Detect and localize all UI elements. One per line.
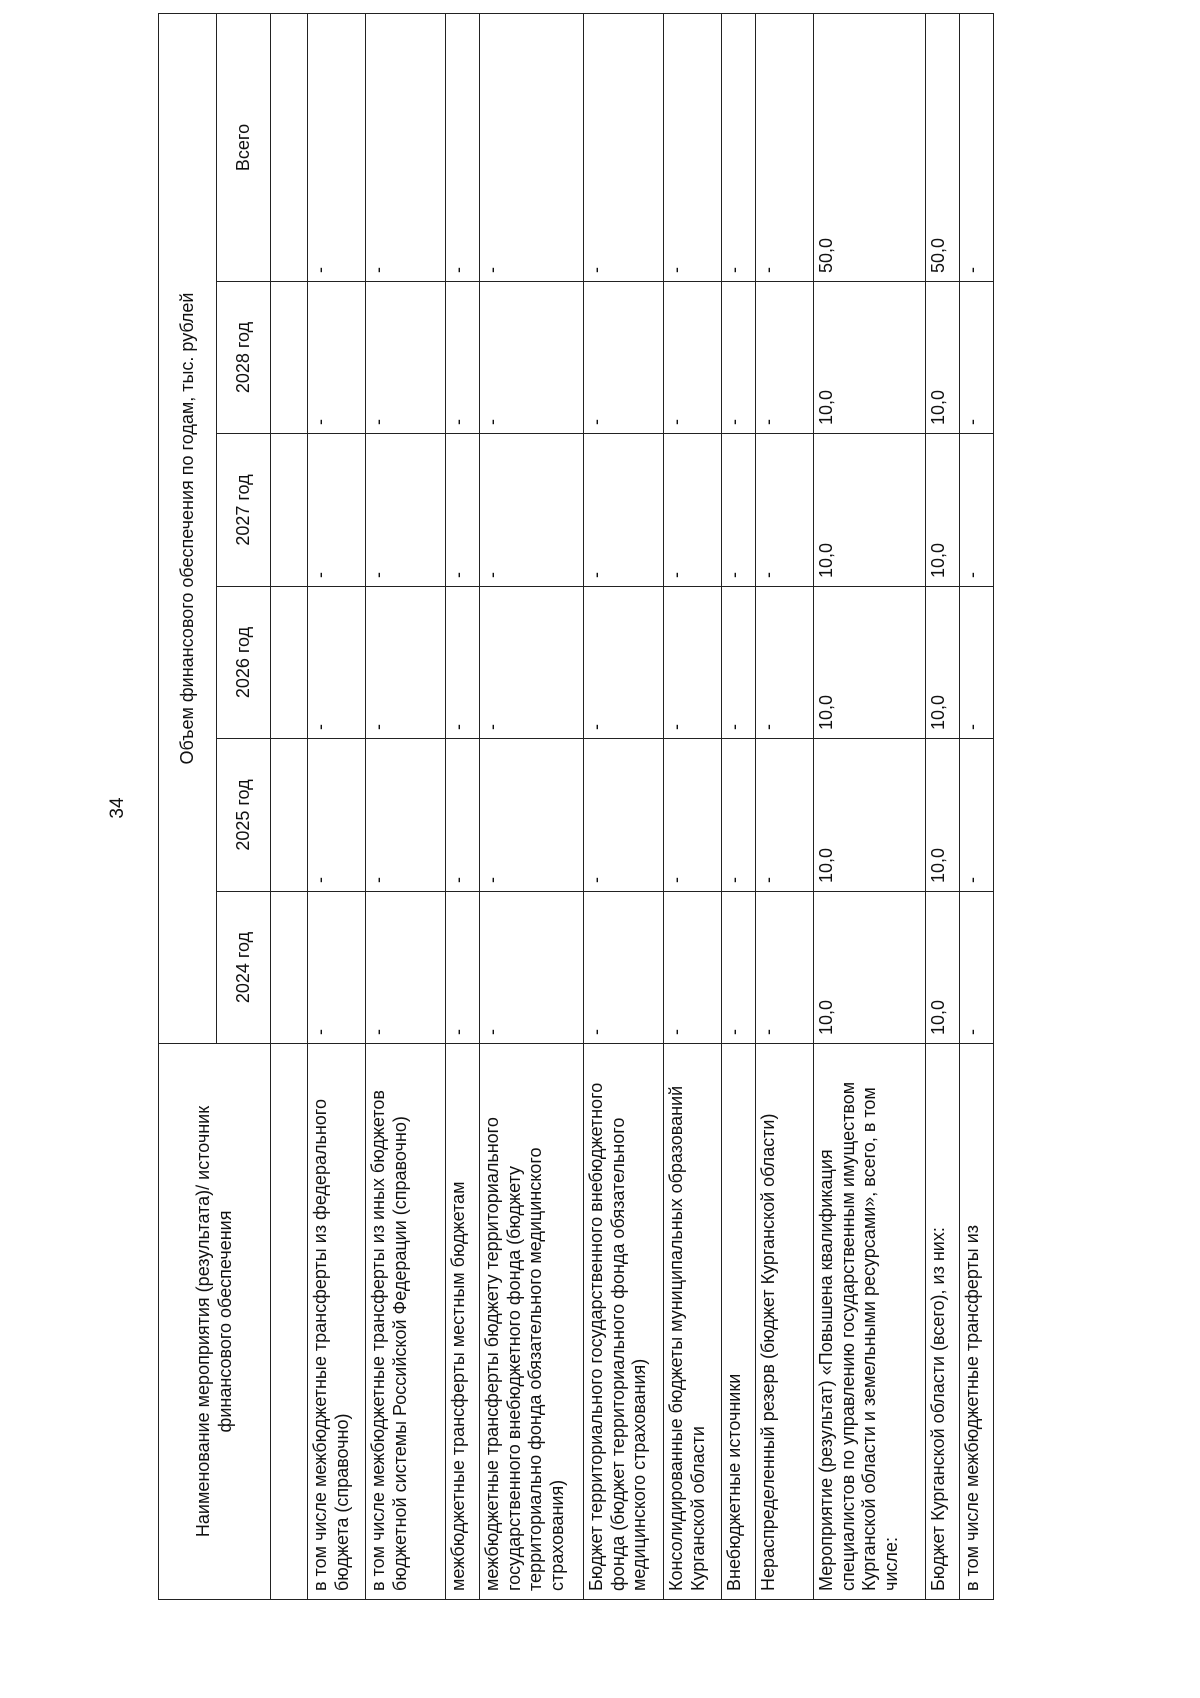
cell-2024: - [584, 892, 664, 1044]
row-name: Бюджет Курганской области (всего), из них: [926, 1044, 960, 1600]
cell-2025: - [664, 739, 722, 892]
cell-2024: - [960, 892, 994, 1044]
cell-2028: - [722, 282, 756, 434]
cell-2024: - [756, 892, 814, 1044]
header-year-2026: 2026 год [217, 587, 271, 739]
row-name: межбюджетные трансферты бюджету территориального государственного внебюджетного фонда (бюджету территориально фонда обязательного медицинского страхования) [480, 1044, 584, 1600]
cell-2025: - [756, 739, 814, 892]
row-name: в том числе межбюджетные трансферты из федерального бюджета (справочно) [308, 1044, 366, 1600]
header-financing-group: Объем финансового обеспечения по годам, тыс. рублей [159, 14, 217, 1044]
row-name: в том числе межбюджетные трансферты из иных бюджетов бюджетной системы Российской Федерации (справочно) [366, 1044, 446, 1600]
cell-total: - [664, 14, 722, 282]
cell-2025: - [722, 739, 756, 892]
cell-2026: - [480, 587, 584, 739]
cell-2025: - [366, 739, 446, 892]
table-row [584, 14, 664, 1600]
cell-2027: - [756, 434, 814, 587]
row-name: межбюджетные трансферты местным бюджетам [446, 1044, 480, 1600]
cell-2025: - [480, 739, 584, 892]
cell-total: - [584, 14, 664, 282]
cell-2027: - [960, 434, 994, 587]
table-row [446, 14, 480, 1600]
cell-2025: - [584, 739, 664, 892]
cell-total: - [366, 14, 446, 282]
cell-2027: 10,0 [814, 434, 926, 587]
cell-2026: 10,0 [814, 587, 926, 739]
table-row [664, 14, 722, 1600]
table-row [480, 14, 584, 1600]
cell-2027: - [446, 434, 480, 587]
header-year-2025: 2025 год [217, 739, 271, 892]
cell-total: 50,0 [926, 14, 960, 282]
cell-2027: - [366, 434, 446, 587]
header-year-2028: 2028 год [217, 282, 271, 434]
cell-2028: - [584, 282, 664, 434]
table-row [960, 14, 994, 1600]
cell-2028: 10,0 [926, 282, 960, 434]
cell-total: - [722, 14, 756, 282]
row-name: Бюджет территориального государственного внебюджетного фонда (бюджет территориального фонда обязательного медицинского страхования) [584, 1044, 664, 1600]
cell-2024: 10,0 [814, 892, 926, 1044]
cell-total: - [480, 14, 584, 282]
cell-2025: - [960, 739, 994, 892]
table-row [308, 14, 366, 1600]
table-row [722, 14, 756, 1600]
cell-2028: - [366, 282, 446, 434]
row-name: Нераспределенный резерв (бюджет Курганской области) [756, 1044, 814, 1600]
cell-2028: - [960, 282, 994, 434]
row-name: Консолидированные бюджеты муниципальных образований Курганской области [664, 1044, 722, 1600]
cell-2026: - [722, 587, 756, 739]
cell-2028: - [756, 282, 814, 434]
rotated-page [158, 14, 1070, 1600]
header-year-2027: 2027 год [217, 434, 271, 587]
cell-2028: 10,0 [814, 282, 926, 434]
cell-total: 50,0 [814, 14, 926, 282]
cell-2025: - [308, 739, 366, 892]
cell-2027: 10,0 [926, 434, 960, 587]
table-row [756, 14, 814, 1600]
cell-2028: - [480, 282, 584, 434]
cell-2026: - [446, 587, 480, 739]
cell-2024: - [664, 892, 722, 1044]
cell-2024: - [446, 892, 480, 1044]
cell-2027: - [584, 434, 664, 587]
cell-total: - [960, 14, 994, 282]
cell-2028: - [446, 282, 480, 434]
row-name: Внебюджетные источники [722, 1044, 756, 1600]
cell-2026: - [960, 587, 994, 739]
cell-2025: - [446, 739, 480, 892]
cell-2027: - [480, 434, 584, 587]
cell-2026: - [366, 587, 446, 739]
cell-2024: - [722, 892, 756, 1044]
header-total: Всего [217, 14, 271, 282]
header-year-2024: 2024 год [217, 892, 271, 1044]
table-row [366, 14, 446, 1600]
row-name: Мероприятие (результат) «Повышена квалификация специалистов по управлению государственным имуществом Курганской области и земельными ресурсами», всего, в том числе: [814, 1044, 926, 1600]
cell-2026: - [584, 587, 664, 739]
cell-2024: 10,0 [926, 892, 960, 1044]
table-row [814, 14, 926, 1600]
header-name-column: Наименование мероприятия (результата)/ источник финансового обеспечения [159, 1044, 271, 1600]
row-name: в том числе межбюджетные трансферты из [960, 1044, 994, 1600]
cell-2027: - [664, 434, 722, 587]
cell-total: - [756, 14, 814, 282]
cell-total: - [308, 14, 366, 282]
spacer-row [271, 14, 308, 1600]
cell-2028: - [664, 282, 722, 434]
cell-2026: - [308, 587, 366, 739]
page-number: 34 [107, 797, 128, 819]
cell-2024: - [308, 892, 366, 1044]
cell-2026: - [756, 587, 814, 739]
financing-table [158, 13, 994, 1600]
cell-2025: 10,0 [926, 739, 960, 892]
cell-2026: 10,0 [926, 587, 960, 739]
cell-total: - [446, 14, 480, 282]
cell-2024: - [480, 892, 584, 1044]
cell-2027: - [722, 434, 756, 587]
cell-2027: - [308, 434, 366, 587]
cell-2026: - [664, 587, 722, 739]
cell-2024: - [366, 892, 446, 1044]
cell-2028: - [308, 282, 366, 434]
table-row [926, 14, 960, 1600]
cell-2025: 10,0 [814, 739, 926, 892]
